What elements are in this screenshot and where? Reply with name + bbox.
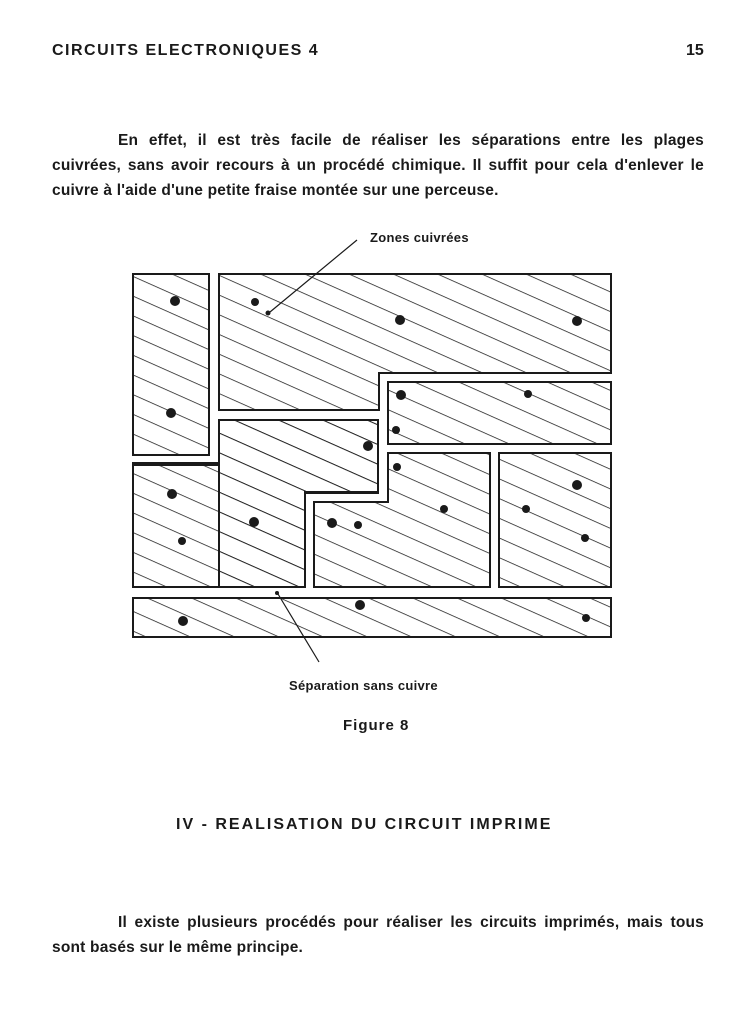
- page-number: 15: [686, 42, 704, 59]
- section-paragraph: [52, 910, 704, 960]
- copper-zones: [133, 274, 611, 637]
- copper-zone-h: [133, 598, 611, 637]
- intro-paragraph-text: En effet, il est très facile de réaliser les séparations entre les plages cuivrées, sans avoir recours à un procédé chimique. Il suffit pour cela d'enlever le cuivre à l'aide d'une petite fraise montée sur une perceuse.: [52, 132, 704, 199]
- separation-label: Séparation sans cuivre: [289, 678, 438, 693]
- section-heading: IV - REALISATION DU CIRCUIT IMPRIME: [176, 816, 553, 833]
- copper-zone-c: [388, 382, 611, 444]
- running-header-title: CIRCUITS ELECTRONIQUES 4: [52, 42, 320, 59]
- figure-caption: Figure 8: [343, 717, 410, 734]
- copper-zone-g: [499, 453, 611, 587]
- section-paragraph-text: Il existe plusieurs procédés pour réaliser les circuits imprimés, mais tous sont basés sur le même principe.: [52, 914, 704, 956]
- copper-zones-label: Zones cuivrées: [370, 230, 469, 245]
